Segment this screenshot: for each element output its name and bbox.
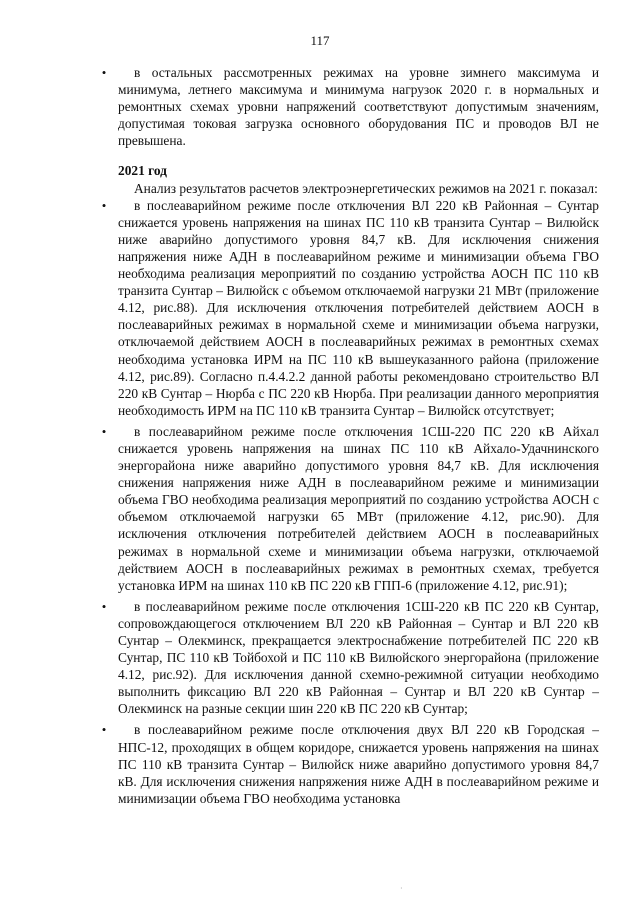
list-item-text: в послеаварийном режиме после отключения 1СШ-220 кВ ПС 220 кВ Сунтар, сопровождающегося отключением ВЛ 220 кВ Районная – Сунтар и ВЛ 220 кВ Сунтар – Олекминск, прекращается электроснабжение потребителей ПС 220 кВ Сунтар, ПС 110 кВ Тойбохой и ПС 110 кВ Вилюйского энергорайона (приложение 4.12, рис.92). Для исключения данной схемно-режимной ситуации необходимо выполнить фиксацию ВЛ 220 кВ Районная – Сунтар и ВЛ 220 кВ Сунтар – Олекминск на разные секции шин 220 кВ ПС 220 кВ Сунтар; [118,598,599,717]
list-item-text: в послеаварийном режиме после отключения ВЛ 220 кВ Районная – Сунтар снижается уровень напряжения на шинах ПС 110 кВ транзита Сунтар – Вилюйск ниже аварийно допустимого уровня 84,7 кВ. Для исключения снижения напряжения ниже АДН в послеаварийном режиме и минимизации объема ГВО необходима реализация мероприятий по созданию устройства АОСН ПС 110 кВ транзита Сунтар – Вилюйск с объемом отключаемой нагрузки 21 МВт (приложение 4.12, рис.88). Для исключения отключения потребителей действием АОСН в послеаварийных режимах в нормальной схеме и минимизации объема нагрузки, отключаемой действием АОСН в послеаварийных режимах в ремонтных схемах необходима установка ИРМ на ПС 110 кВ вышеуказанного района (приложение 4.12, рис.89). Согласно п.4.4.2.2 данной работы рекомендовано строительство ВЛ 220 кВ Сунтар – Нюрба с ПС 220 кВ Нюрба. При реализации данного мероприятия необходимость ИРМ на ПС 110 кВ транзита Сунтар – Вилюйск отсутствует; [118,197,599,418]
bullet-icon: • [101,722,107,738]
page-number: 117 [310,33,330,48]
list-item [101,64,599,149]
list-item [101,598,599,718]
bullet-icon: • [101,423,107,439]
bullet-icon: • [101,598,107,614]
list-item [101,721,599,806]
list-item-text: в остальных рассмотренных режимах на уровне зимнего максимума и минимума, летнего максимума и минимума нагрузок 2020 г. в нормальных и ремонтных схемах уровни напряжений соответствуют допустимым значениям, допустимая токовая загрузка основного оборудования ПС и проводов ВЛ не превышена. [118,65,599,149]
section-intro: Анализ результатов расчетов электроэнергетических режимов на 2021 г. показал: [134,180,598,196]
bullet-icon: • [101,197,107,213]
list-item-text: в послеаварийном режиме после отключения 1СШ-220 ПС 220 кВ Айхал снижается уровень напряжения на шинах ПС 110 кВ Айхало-Удачнинского энергорайона ниже аварийно допустимого уровня 84,7 кВ. Для исключения снижения напряжения ниже АДН в послеаварийном режиме и минимизации объема ГВО необходима реализация мероприятий по созданию устройства АОСН с объемом отключаемой нагрузки 65 МВт (приложение 4.12, рис.90). Для исключения отключения потребителей действием АОСН в послеаварийных режимах в нормальной схеме и минимизации объема нагрузки, отключаемой действием АОСН в послеаварийных режимах в ремонтных схемах, требуется установка ИРМ на шинах 110 кВ ПС 220 кВ ГПП-6 (приложение 4.12, рис.91); [118,423,599,593]
list-item [101,197,599,419]
bullet-icon: • [101,65,107,80]
scan-speck: · [400,884,403,893]
section-title: 2021 год [118,163,167,179]
list-item-text: в послеаварийном режиме после отключения двух ВЛ 220 кВ Городская – НПС-12, проходящих в общем коридоре, снижается уровень напряжения на шинах ПС 110 кВ транзита Сунтар – Вилюйск ниже аварийно допустимого уровня 84,7 кВ. Для исключения снижения напряжения ниже АДН в послеаварийном режиме и минимизации объема ГВО необходима установка [118,722,599,806]
page-content [101,64,599,811]
list-item [101,423,599,594]
